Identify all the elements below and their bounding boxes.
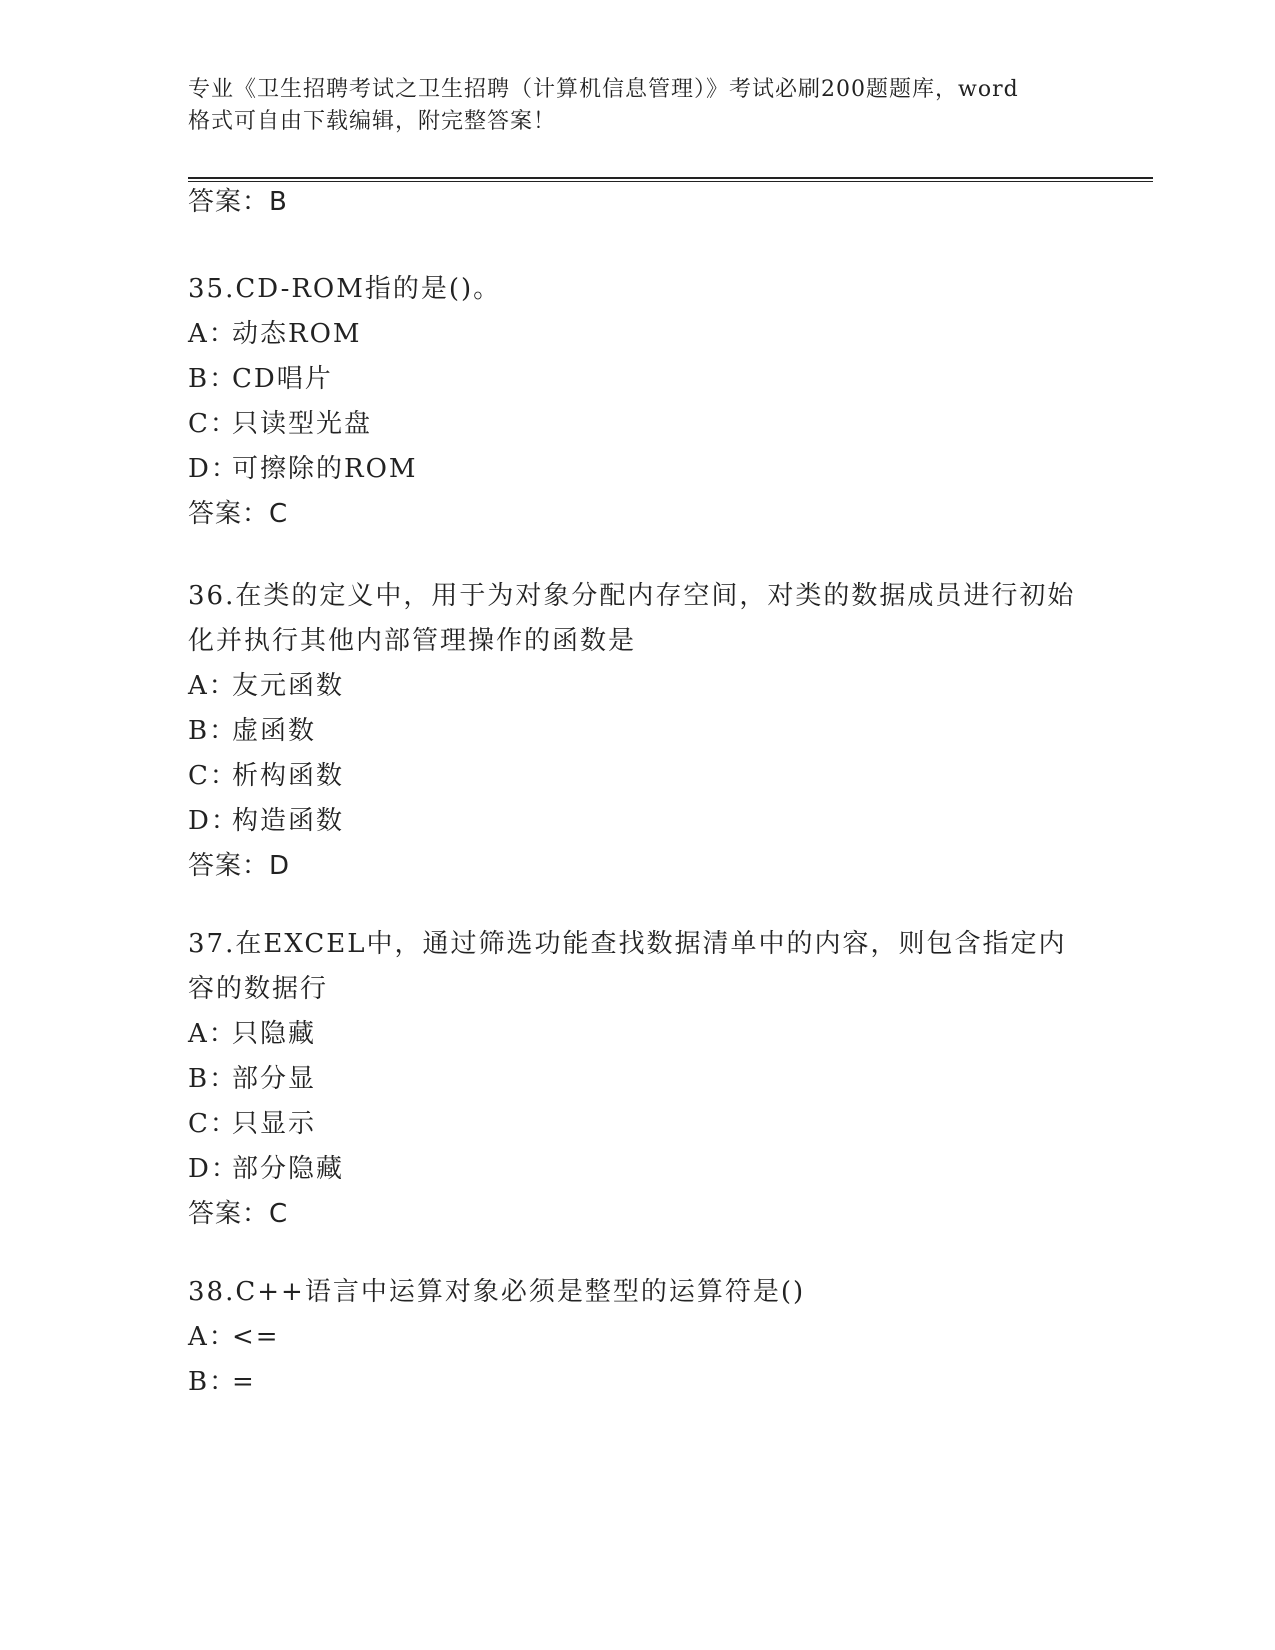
- option-text: 友元函数: [232, 671, 345, 701]
- option-c: C：析构函数: [188, 761, 345, 791]
- option-a: A：动态ROM: [188, 319, 362, 349]
- option-a: A：<=: [188, 1322, 280, 1352]
- document-page: [188, 0, 1153, 1650]
- question-37: [188, 922, 1088, 1237]
- option-text: 虚函数: [232, 716, 317, 746]
- option-text: 只读型光盘: [232, 409, 373, 439]
- answer: 答案：D: [188, 851, 291, 881]
- option-text: <=: [232, 1322, 280, 1352]
- option-a: A：友元函数: [188, 671, 345, 701]
- option-text: 只隐藏: [232, 1019, 317, 1049]
- option-text: 只显示: [232, 1109, 317, 1139]
- previous-answer: 答案：B: [188, 187, 288, 217]
- option-b: B：=: [188, 1367, 256, 1397]
- question-36: [188, 574, 1088, 889]
- header-line-1: 专业《卫生招聘考试之卫生招聘（计算机信息管理）》考试必刷200题题库，word: [188, 77, 1019, 102]
- question-stem: 36.在类的定义中，用于为对象分配内存空间，对类的数据成员进行初始化并执行其他内部管理操作的函数是: [188, 581, 1076, 656]
- option-a: A：只隐藏: [188, 1019, 317, 1049]
- question-35: [188, 267, 1088, 537]
- option-text: CD唱片: [232, 364, 333, 394]
- answer: 答案：C: [188, 499, 289, 529]
- option-text: 动态ROM: [232, 319, 362, 349]
- option-c: C：只显示: [188, 1109, 317, 1139]
- option-b: B：虚函数: [188, 716, 317, 746]
- option-text: 可擦除的ROM: [232, 454, 418, 484]
- option-d: D：构造函数: [188, 806, 345, 836]
- answer: 答案：C: [188, 1199, 289, 1229]
- option-text: =: [232, 1367, 256, 1397]
- question-38: [188, 1270, 1088, 1405]
- option-b: B：部分显: [188, 1064, 317, 1094]
- option-text: 构造函数: [232, 806, 345, 836]
- option-d: D：可擦除的ROM: [188, 454, 418, 484]
- question-stem: 37.在EXCEL中，通过筛选功能查找数据清单中的内容，则包含指定内容的数据行: [188, 929, 1067, 1004]
- option-d: D：部分隐藏: [188, 1154, 345, 1184]
- question-stem: 35.CD-ROM指的是()。: [188, 274, 502, 304]
- header-line-2: 格式可自由下载编辑，附完整答案！: [188, 109, 557, 134]
- question-stem: 38.C++语言中运算对象必须是整型的运算符是(): [188, 1277, 806, 1307]
- option-c: C：只读型光盘: [188, 409, 373, 439]
- option-text: 部分隐藏: [232, 1154, 345, 1184]
- option-text: 部分显: [232, 1064, 317, 1094]
- document-header: [188, 74, 1088, 138]
- option-b: B：CD唱片: [188, 364, 333, 394]
- option-text: 析构函数: [232, 761, 345, 791]
